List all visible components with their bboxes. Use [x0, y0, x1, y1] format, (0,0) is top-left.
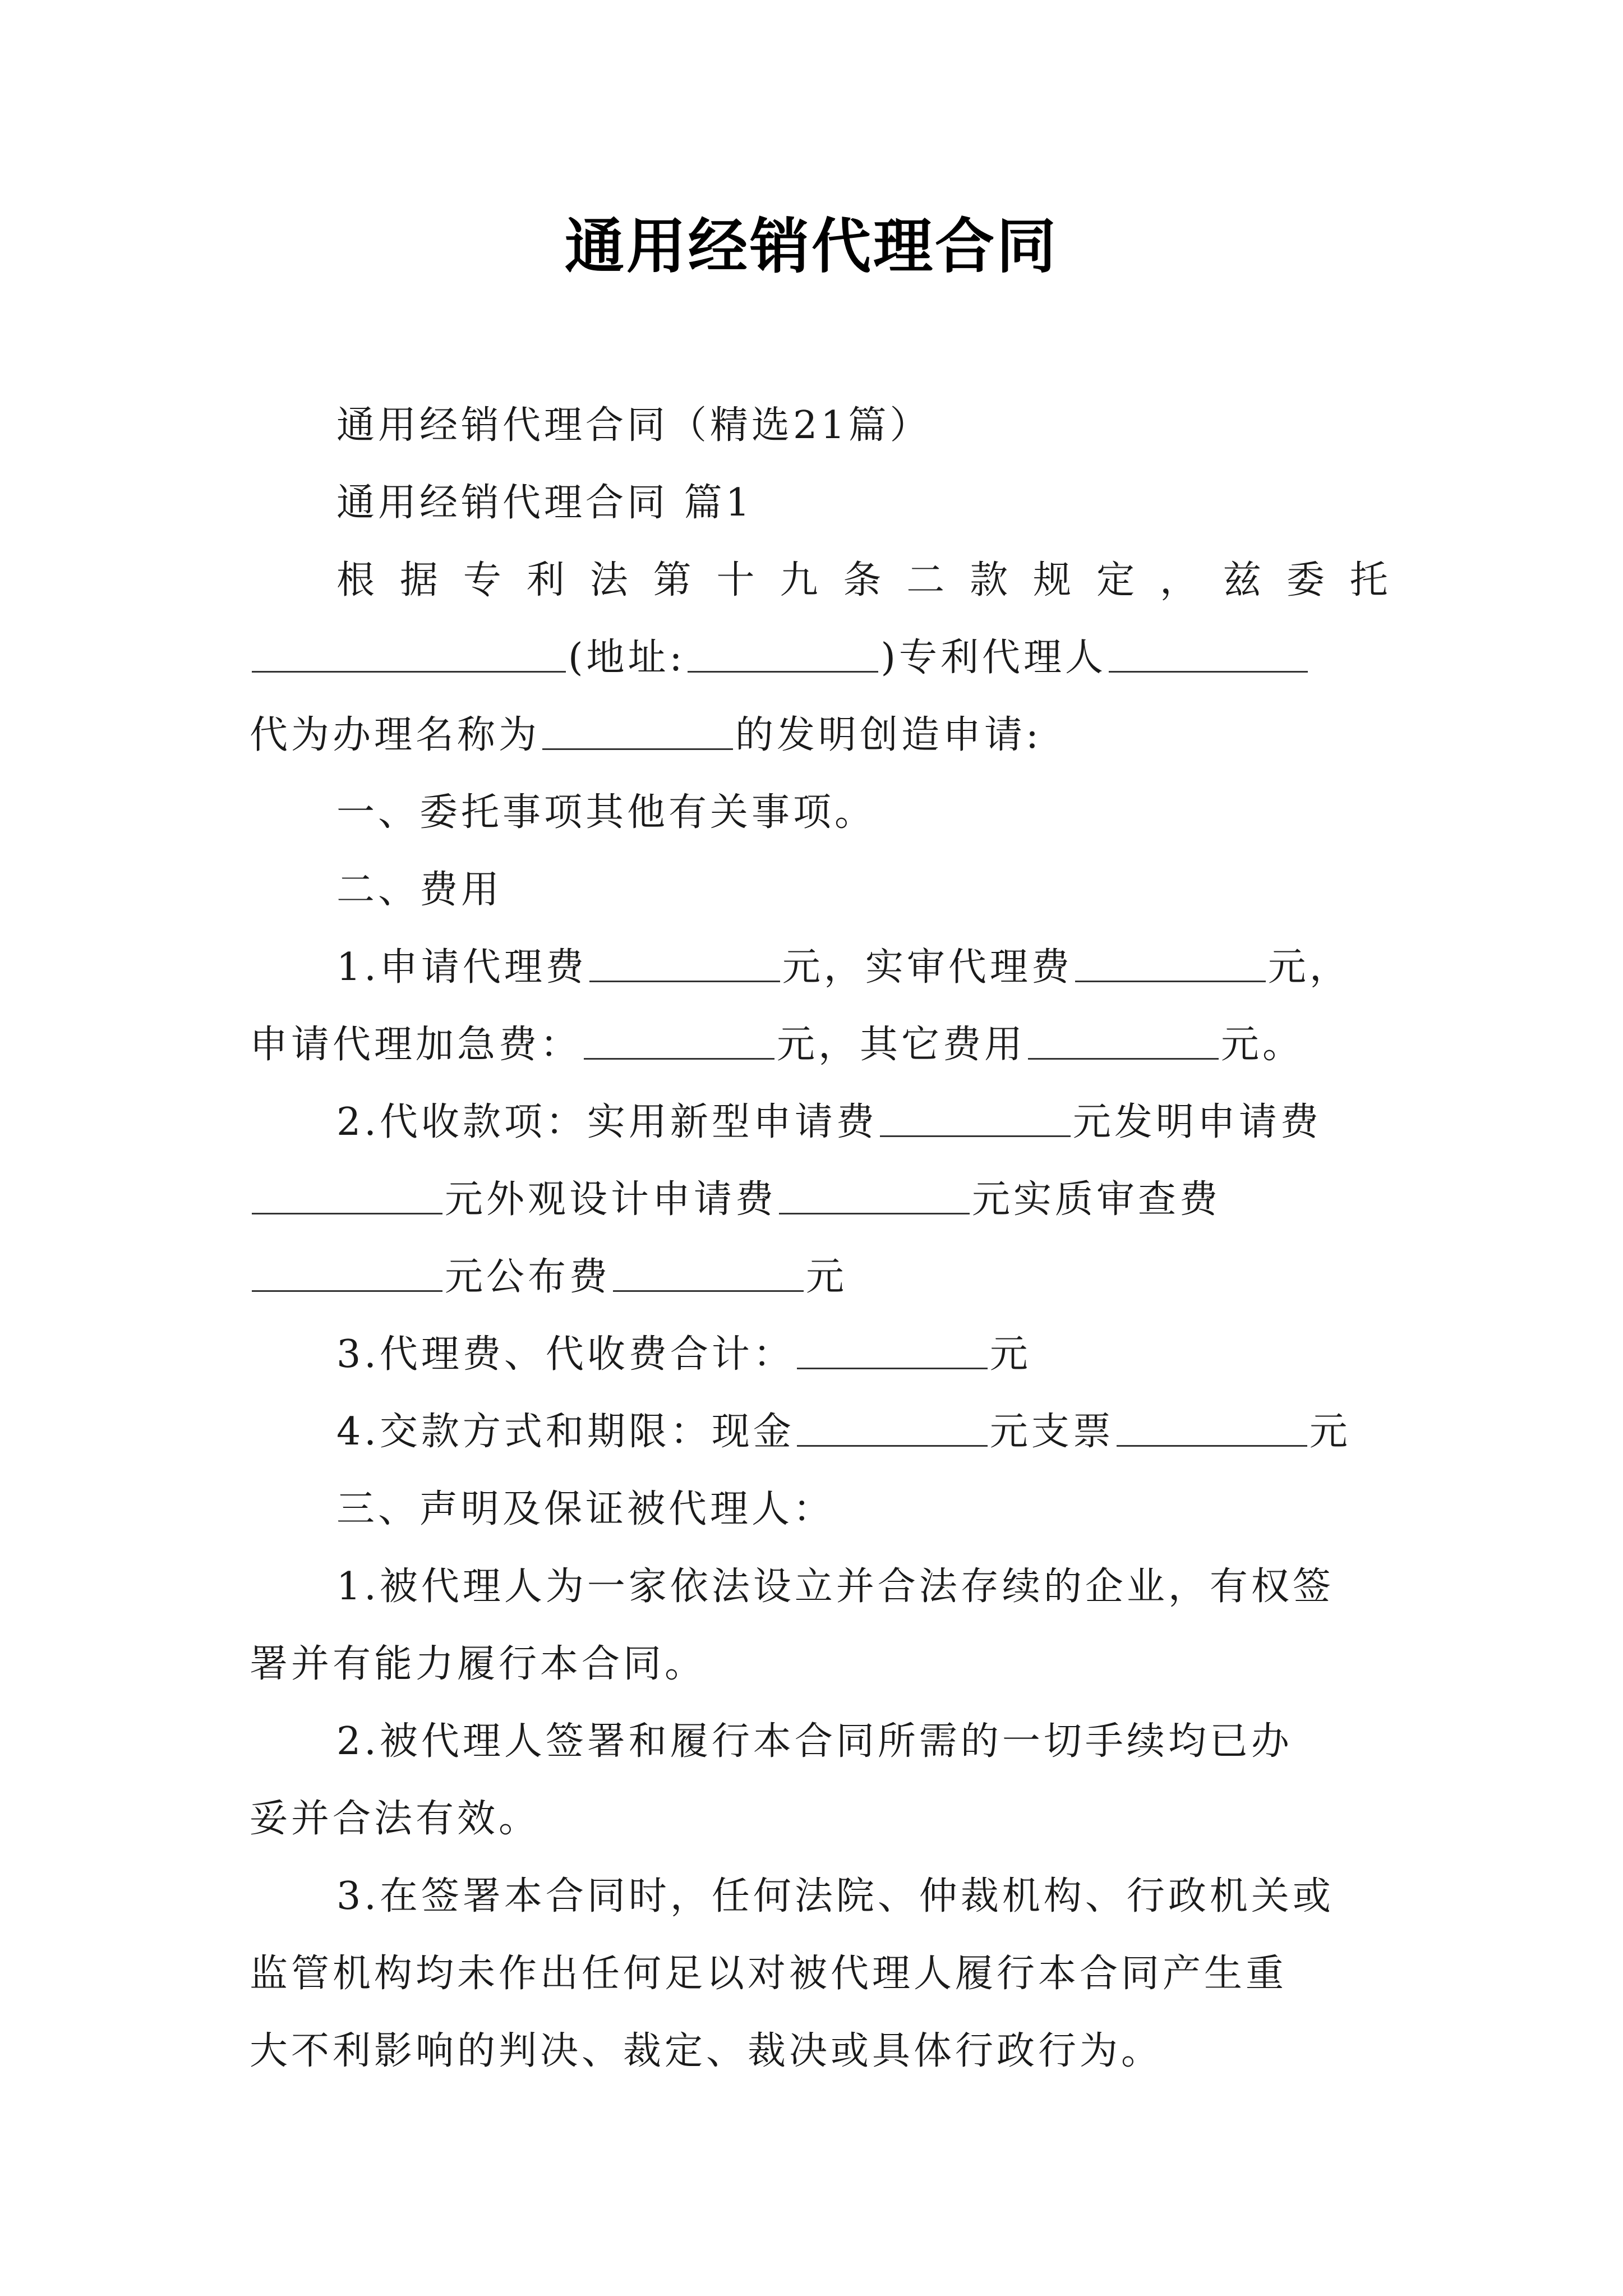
paragraph-line: [250, 542, 1388, 619]
paragraph-char: 规: [1033, 558, 1072, 602]
paragraph-line: 代为办理名称为 的发明创造申请:: [250, 713, 1042, 757]
paragraph-line: (地址: )专利代理人: [250, 619, 1388, 697]
fill-blank: [252, 1258, 442, 1292]
paragraph-char: 托: [1349, 558, 1388, 602]
fill-blank: [779, 1180, 970, 1214]
paragraph-char: 十: [716, 558, 755, 602]
paragraph-char: 定: [1096, 558, 1135, 602]
paragraph-line: 2.代收款项：实用新型申请费 元发明申请费: [336, 1100, 1322, 1144]
fill-blank: [589, 948, 780, 982]
fill-blank: [1117, 1412, 1307, 1447]
paragraph-line: 元公布费 元: [250, 1239, 1388, 1316]
paragraph-char: 专: [463, 558, 501, 602]
clause-heading: 一、委托事项其他有关事项。: [336, 790, 877, 835]
fill-blank: [542, 716, 733, 750]
paragraph-line: 1.被代理人为一家依法设立并合法存续的企业，有权签: [336, 1565, 1334, 1609]
paragraph-char: 二: [906, 558, 945, 602]
paragraph-char: 法: [589, 558, 628, 602]
paragraph-char: 利: [526, 558, 565, 602]
fill-blank: [252, 638, 566, 673]
fill-blank: [1075, 948, 1266, 982]
fill-blank: [613, 1258, 804, 1292]
paragraph-line: 元外观设计申请费 元实质审查费: [250, 1161, 1388, 1239]
fill-blank: [797, 1412, 988, 1447]
paragraph-line: 3.在签署本合同时，任何法院、仲裁机构、行政机关或: [336, 1874, 1334, 1918]
paragraph-char: 据: [399, 558, 438, 602]
fill-blank: [252, 1180, 442, 1214]
paragraph-line: 3.代理费、代收费合计： 元: [336, 1332, 1031, 1377]
fill-blank: [1028, 1025, 1219, 1060]
clause-heading: 二、费用: [336, 868, 503, 912]
paragraph-char: 根: [336, 558, 375, 602]
paragraph-char: 兹: [1223, 558, 1261, 602]
paragraph-char: 委: [1286, 558, 1325, 602]
paragraph-line: 1.申请代理费 元，实审代理费 元，: [336, 945, 1351, 990]
fill-blank: [1109, 638, 1308, 673]
paragraph-line: 2.被代理人签署和履行本合同所需的一切手续均已办: [336, 1719, 1293, 1764]
paragraph-line: 监管机构均未作出任何足以对被代理人履行本合同产生重: [250, 1952, 1288, 1996]
paragraph-char: 第: [653, 558, 691, 602]
fill-blank: [688, 638, 878, 673]
paragraph-line: 4.交款方式和期限：现金 元支票 元: [336, 1410, 1351, 1454]
paragraph-char: 九: [780, 558, 818, 602]
fill-blank: [797, 1335, 988, 1369]
paragraph-line: 妥并合法有效。: [250, 1797, 541, 1841]
subtitle: 通用经销代理合同（精选21篇）: [336, 403, 932, 448]
paragraph-char: 条: [843, 558, 882, 602]
document-title: 通用经销代理合同: [565, 212, 1058, 281]
paragraph-line: 署并有能力履行本合同。: [250, 1642, 707, 1686]
paragraph-line: 申请代理加急费： 元，其它费用 元。: [250, 1023, 1304, 1067]
paragraph-char: ，: [1159, 558, 1198, 602]
paragraph-char: 款: [970, 558, 1008, 602]
paragraph-line: 大不利影响的判决、裁定、裁决或具体行政行为。: [250, 2029, 1163, 2073]
clause-heading: 三、声明及保证被代理人：: [336, 1487, 835, 1531]
section-heading: 通用经销代理合同 篇1: [336, 481, 753, 525]
fill-blank: [584, 1025, 774, 1060]
document-body: [250, 387, 1388, 2090]
fill-blank: [880, 1103, 1071, 1137]
